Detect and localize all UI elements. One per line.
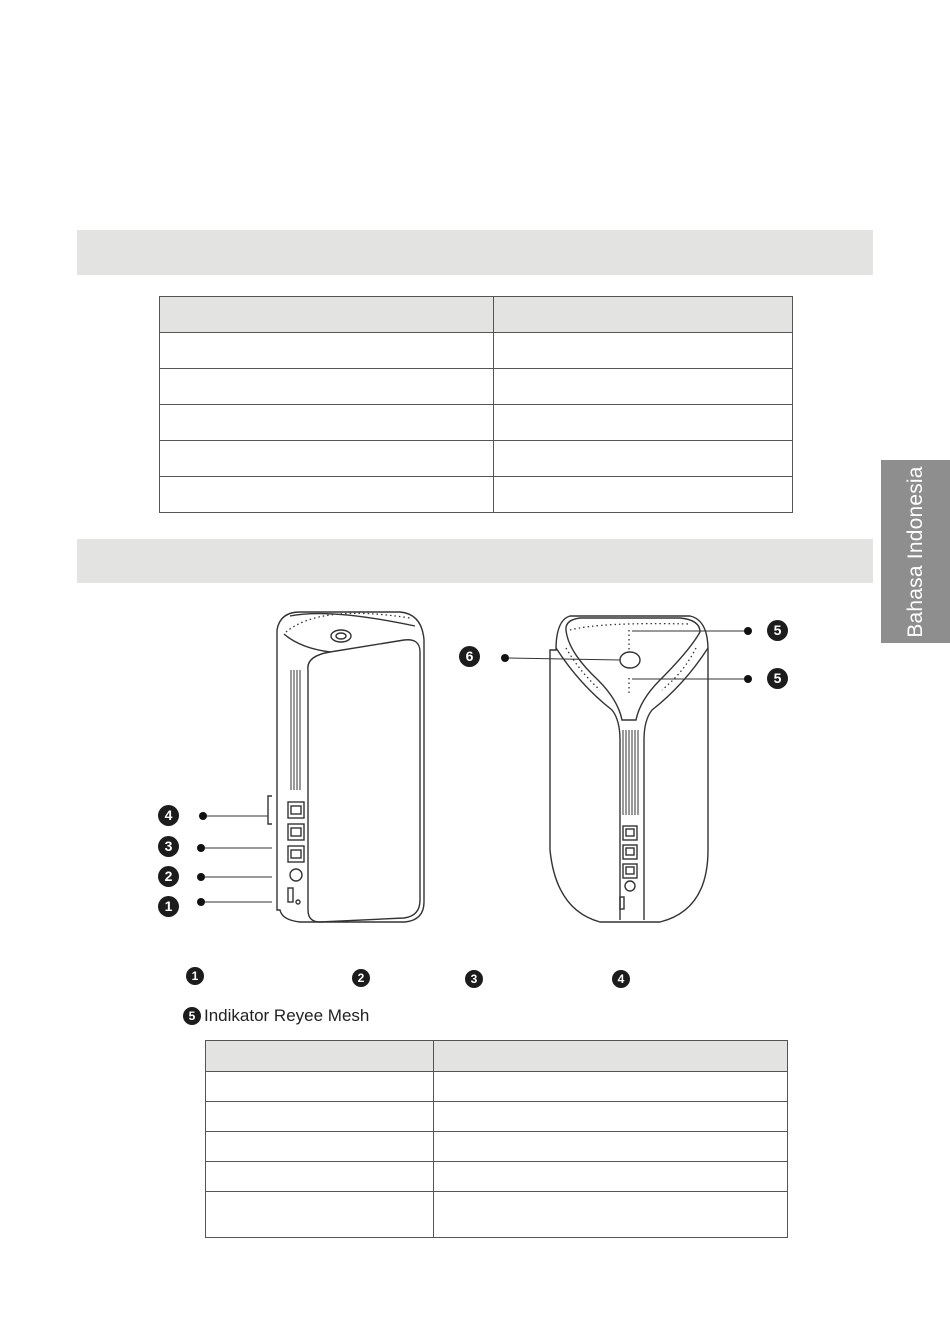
callout-4: 4	[158, 805, 179, 826]
spec-table	[159, 296, 793, 513]
table-row	[206, 1102, 788, 1132]
callout-1: 1	[158, 896, 179, 917]
table-header-row	[206, 1041, 788, 1072]
callout-2: 2	[158, 866, 179, 887]
table-row	[160, 369, 793, 405]
legend-2: 2	[352, 969, 370, 987]
legend-3: 3	[465, 970, 483, 988]
callout-6: 6	[459, 646, 480, 667]
section-header-band	[77, 230, 873, 275]
table-row	[160, 477, 793, 513]
table-row	[206, 1192, 788, 1238]
callout-5-bottom: 5	[767, 668, 788, 689]
table-row	[160, 441, 793, 477]
caption-number: 5	[183, 1007, 201, 1025]
router-illustration	[0, 590, 950, 950]
table-row	[160, 405, 793, 441]
language-label: Bahasa Indonesia	[903, 465, 927, 638]
table-row	[160, 333, 793, 369]
section-header-band	[77, 539, 873, 583]
router-front-view	[550, 616, 708, 922]
callout-5-top: 5	[767, 620, 788, 641]
legend-4: 4	[612, 970, 630, 988]
mesh-indicator-caption	[183, 1006, 369, 1026]
router-side-view	[268, 612, 424, 922]
table-row	[206, 1072, 788, 1102]
callout-3: 3	[158, 836, 179, 857]
indicator-table	[205, 1040, 788, 1238]
caption-text: Indikator Reyee Mesh	[204, 1006, 370, 1025]
legend-1: 1	[186, 967, 204, 985]
table-header-row	[160, 297, 793, 333]
table-row	[206, 1132, 788, 1162]
table-row	[206, 1162, 788, 1192]
